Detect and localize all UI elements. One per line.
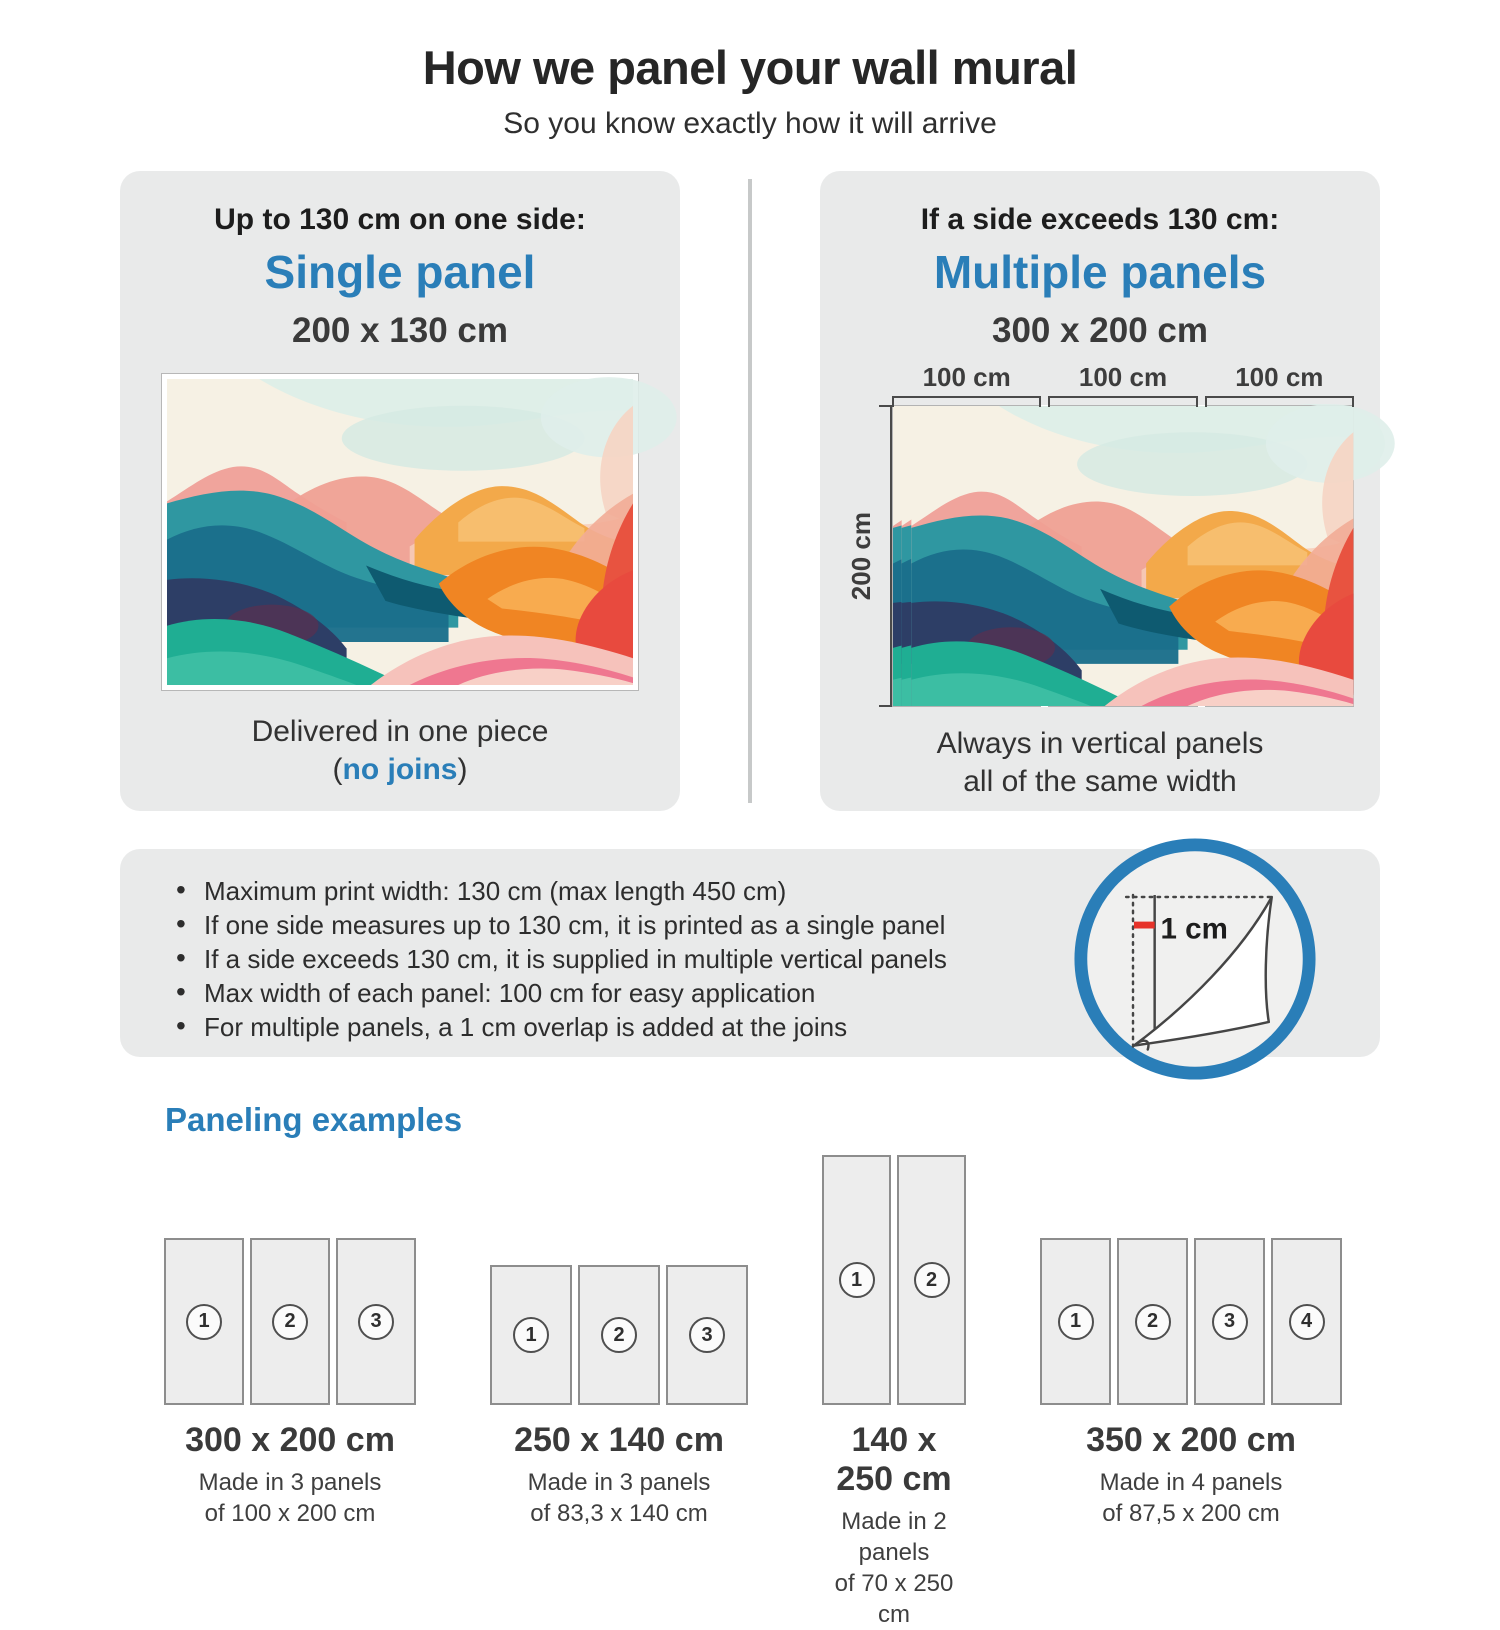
width-measurements xyxy=(892,361,1354,405)
paneling-examples xyxy=(161,1153,1500,1630)
width-bracket-2 xyxy=(1048,396,1197,405)
overlap-label: 1 cm xyxy=(1160,912,1228,946)
example-line1: Made in 4 panels xyxy=(1099,1469,1283,1496)
page-subtitle: So you know exactly how it will arrive xyxy=(503,107,997,140)
panel-number: 3 xyxy=(1212,1304,1248,1340)
example-350x200 xyxy=(1040,1153,1342,1630)
example-line1: Made in 3 panels xyxy=(527,1469,711,1496)
note-item: • Max width of each panel: 100 cm for easy application xyxy=(160,977,1060,1009)
header xyxy=(0,0,1500,141)
comparison-cards xyxy=(0,171,1500,811)
panel-box xyxy=(1271,1238,1342,1405)
single-panel-caption-line2 xyxy=(120,753,680,787)
panel-number: 3 xyxy=(358,1304,394,1340)
example-300x200 xyxy=(161,1153,419,1630)
width-label-2: 100 cm xyxy=(1078,362,1168,392)
single-panel-caption-line1: Delivered in one piece xyxy=(251,715,549,748)
panel-box xyxy=(164,1238,244,1405)
panel-box xyxy=(822,1155,891,1405)
example-panels xyxy=(819,1153,969,1405)
example-line1: Made in 3 panels xyxy=(198,1469,382,1496)
example-description xyxy=(161,1467,419,1529)
paren-open: ( xyxy=(332,753,343,786)
example-line2: of 70 x 250 cm xyxy=(834,1570,954,1628)
panel-number: 3 xyxy=(689,1317,725,1353)
panel-number: 2 xyxy=(1135,1304,1171,1340)
example-size: 350 x 200 cm xyxy=(1086,1421,1296,1459)
example-description xyxy=(819,1506,969,1630)
single-panel-heading: Single panel xyxy=(264,246,536,298)
multiple-panels-card xyxy=(820,171,1380,811)
example-line2: of 83,3 x 140 cm xyxy=(530,1500,708,1527)
example-size: 140 x 250 cm xyxy=(836,1421,952,1498)
multiple-panels-heading: Multiple panels xyxy=(933,246,1267,298)
example-panels xyxy=(161,1153,419,1405)
note-item: • If a side exceeds 130 cm, it is supplied in multiple vertical panels xyxy=(160,943,1060,975)
example-panels xyxy=(1040,1153,1342,1405)
panel-box xyxy=(1194,1238,1265,1405)
panel-box xyxy=(1117,1238,1188,1405)
panel-number: 1 xyxy=(839,1262,875,1298)
overlap-detail-badge xyxy=(1072,836,1318,1082)
single-panel-kicker: Up to 130 cm on one side: xyxy=(214,203,586,236)
cards-divider xyxy=(748,179,752,803)
multiple-panels-caption-line1: Always in vertical panels xyxy=(936,727,1264,760)
height-bracket xyxy=(882,405,892,707)
note-item: • If one side measures up to 130 cm, it is printed as a single panel xyxy=(160,909,1060,941)
width-bracket-1 xyxy=(892,396,1041,405)
panel-box xyxy=(336,1238,416,1405)
panel-box xyxy=(490,1265,572,1405)
mural-image-split xyxy=(892,405,1354,707)
width-measure-1 xyxy=(892,361,1041,405)
example-panels xyxy=(490,1153,748,1405)
panel-box xyxy=(1040,1238,1111,1405)
height-measurement xyxy=(846,405,892,707)
diagram-spacer xyxy=(846,361,892,405)
overlap-red-mark xyxy=(1134,922,1155,929)
panel-number: 2 xyxy=(272,1304,308,1340)
panel-number: 2 xyxy=(914,1262,950,1298)
page-title: How we panel your wall mural xyxy=(422,41,1078,94)
width-label-1: 100 cm xyxy=(922,362,1011,392)
example-250x140 xyxy=(490,1153,748,1630)
height-label: 200 cm xyxy=(846,511,876,601)
example-line1: Made in 2 panels xyxy=(841,1508,947,1566)
example-line2: of 100 x 200 cm xyxy=(204,1500,376,1527)
panel-number: 1 xyxy=(186,1304,222,1340)
example-line2: of 87,5 x 200 cm xyxy=(1102,1500,1280,1527)
panel-number: 1 xyxy=(513,1317,549,1353)
single-panel-card xyxy=(120,171,680,811)
mural-panel-3 xyxy=(1205,405,1354,707)
note-item: • Maximum print width: 130 cm (max length 450 cm) xyxy=(160,875,1060,907)
panel-number: 4 xyxy=(1289,1304,1325,1340)
multiple-panels-caption-line2: all of the same width xyxy=(963,765,1237,798)
single-panel-size: 200 x 130 cm xyxy=(291,311,508,350)
examples-title: Paneling examples xyxy=(165,1101,463,1138)
notes-panel xyxy=(120,849,1380,1057)
badge-ring xyxy=(1081,845,1309,1073)
no-joins-highlight: no joins xyxy=(342,753,458,786)
multiple-panels-kicker: If a side exceeds 130 cm: xyxy=(920,203,1280,236)
notes-list xyxy=(160,875,1060,1043)
panel-box xyxy=(578,1265,660,1405)
multiple-panels-size: 300 x 200 cm xyxy=(991,311,1208,350)
width-measure-2 xyxy=(1048,361,1197,405)
width-bracket-3 xyxy=(1205,396,1354,405)
example-size: 250 x 140 cm xyxy=(514,1421,724,1459)
example-140x250 xyxy=(819,1153,969,1630)
example-size: 300 x 200 cm xyxy=(185,1421,395,1459)
panel-number: 2 xyxy=(601,1317,637,1353)
width-measure-3 xyxy=(1205,361,1354,405)
width-label-3: 100 cm xyxy=(1235,362,1324,392)
note-item: • For multiple panels, a 1 cm overlap is added at the joins xyxy=(160,1011,1060,1043)
panel-box xyxy=(897,1155,966,1405)
example-description xyxy=(490,1467,748,1529)
panel-box xyxy=(666,1265,748,1405)
panel-number: 1 xyxy=(1058,1304,1094,1340)
panel-box xyxy=(250,1238,330,1405)
mural-image-single xyxy=(161,373,639,691)
panel-split-diagram xyxy=(846,361,1354,707)
example-description xyxy=(1040,1467,1342,1529)
paren-close: ) xyxy=(457,753,468,786)
